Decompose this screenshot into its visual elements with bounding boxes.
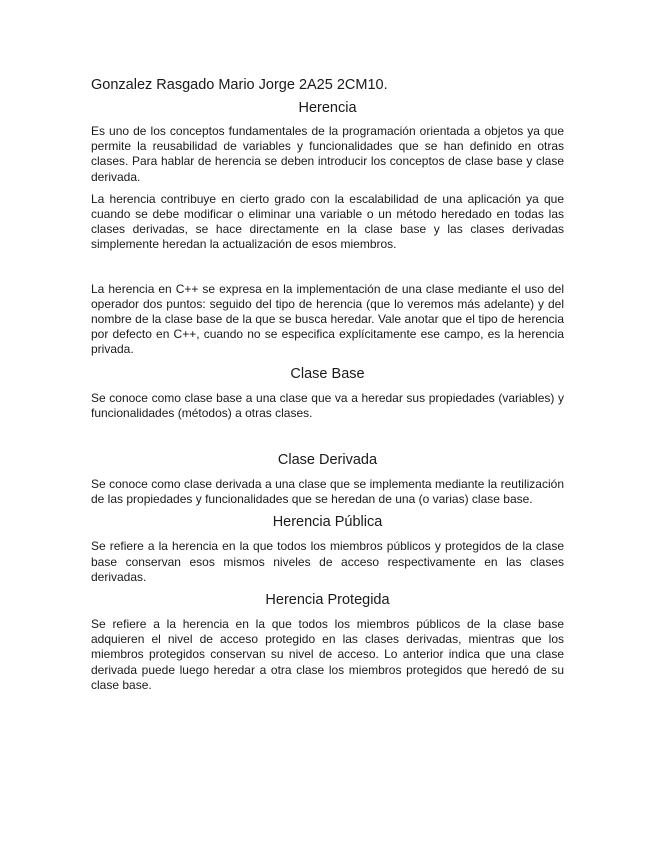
section-text-herencia-protegida: Se refiere a la herencia en la que todos los miembros públicos de la clase base adquieren el nivel de acceso protegido en las clases derivadas, mientras que los miembros protegidos conservan su nivel de acceso. Lo anterior indica que una clase derivada puede luego heredar a otra clase los miembros protegidos que heredó de su clase base.	[91, 617, 564, 692]
section-heading-clase-base: Clase Base	[290, 365, 365, 382]
section-text-clase-base: Se conoce como clase base a una clase que va a heredar sus propiedades (variables) y funcionalidades (métodos) a otras clases.	[91, 390, 564, 420]
section-text-herencia-publica: Se refiere a la herencia en la que todos los miembros públicos y protegidos de la clase base conservan esos mismos niveles de acceso respectivamente en las clases derivadas.	[91, 539, 564, 584]
intro-paragraph-2: La herencia contribuye en cierto grado con la escalabilidad de una aplicación ya que cuando se debe modificar o eliminar una variable o un método heredado en todas las clases derivadas, se hace directamente en la clase base y las clases derivadas simplemente heredan la actualización de esos miembros.	[91, 191, 564, 252]
section-heading-herencia-publica: Herencia Pública	[272, 514, 383, 531]
author-line: Gonzalez Rasgado Mario Jorge 2A25 2CM10.	[91, 77, 388, 93]
intro-paragraph-1: Es uno de los conceptos fundamentales de la programación orientada a objetos ya que permite la reusabilidad de variables y funcionalidades que se han definido en otras clases. Para hablar de herencia se deben introducir los conceptos de clase base y clase derivada.	[91, 124, 564, 184]
document-page	[91, 76, 564, 693]
intro-paragraph-3: La herencia en C++ se expresa en la implementación de una clase mediante el uso del operador dos puntos: seguido del tipo de herencia (que lo veremos más adelante) y del nombre de la clase base de la que se busca heredar. Vale anotar que el tipo de herencia por defecto en C++, cuando no se especifica explícitamente ese campo, es la herencia privada.	[91, 281, 564, 357]
section-heading-clase-derivada: Clase Derivada	[277, 452, 378, 469]
section-text-clase-derivada: Se conoce como clase derivada a una clase que se implementa mediante la reutilización de las propiedades y funcionalidades que se heredan de una (o varias) clase base.	[91, 477, 564, 507]
document-title: Herencia	[298, 100, 357, 116]
section-heading-herencia-protegida: Herencia Protegida	[265, 592, 390, 609]
